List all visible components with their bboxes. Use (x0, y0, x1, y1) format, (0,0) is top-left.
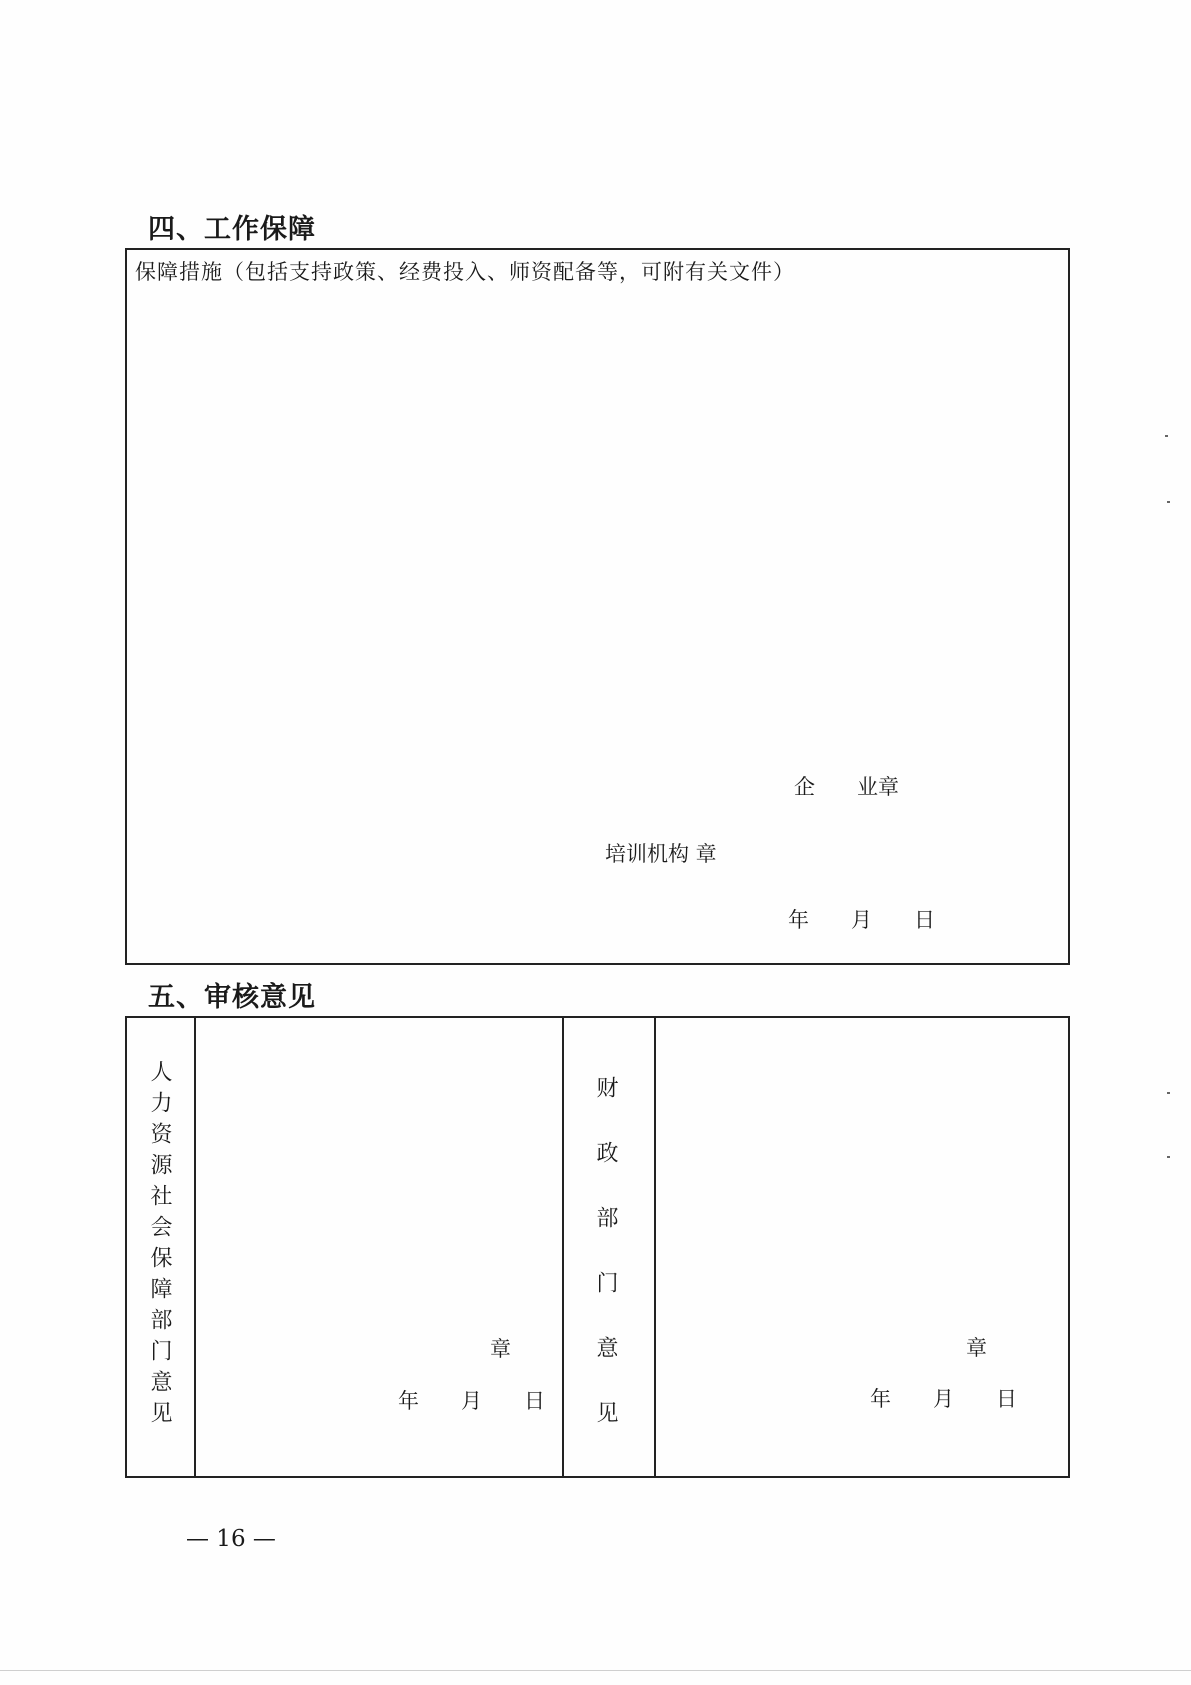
page-number: — 16 — (186, 1526, 276, 1552)
company-seal-line: 企 业章 (794, 775, 899, 799)
table-divider (654, 1018, 656, 1476)
table-divider (194, 1018, 196, 1476)
scan-speck (1167, 1092, 1170, 1094)
table-divider (562, 1018, 564, 1476)
scan-edge-line (0, 1670, 1191, 1671)
training-institution-seal-line: 培训机构 章 (605, 842, 717, 866)
section-heading-review-opinion: 五、审核意见 (148, 982, 316, 1013)
finance-date-line: 年 月 日 (870, 1387, 1017, 1411)
scan-speck (1165, 435, 1168, 437)
hr-date-line: 年 月 日 (398, 1389, 545, 1413)
review-opinion-table (125, 1016, 1070, 1478)
section-heading-work-guarantee: 四、工作保障 (148, 214, 316, 245)
guarantee-measures-label: 保障措施（包括支持政策、经费投入、师资配备等，可附有关文件） (135, 260, 795, 284)
hr-department-label: 人力资源社会保障部门意见 (147, 1060, 172, 1432)
finance-seal-line: 章 (966, 1336, 987, 1360)
finance-department-label: 财政部门意见 (593, 1076, 618, 1466)
scan-speck (1167, 501, 1170, 503)
guarantee-date-line: 年 月 日 (788, 908, 935, 932)
scan-speck (1167, 1156, 1170, 1158)
guarantee-measures-box (125, 248, 1070, 965)
hr-seal-line: 章 (490, 1337, 511, 1361)
